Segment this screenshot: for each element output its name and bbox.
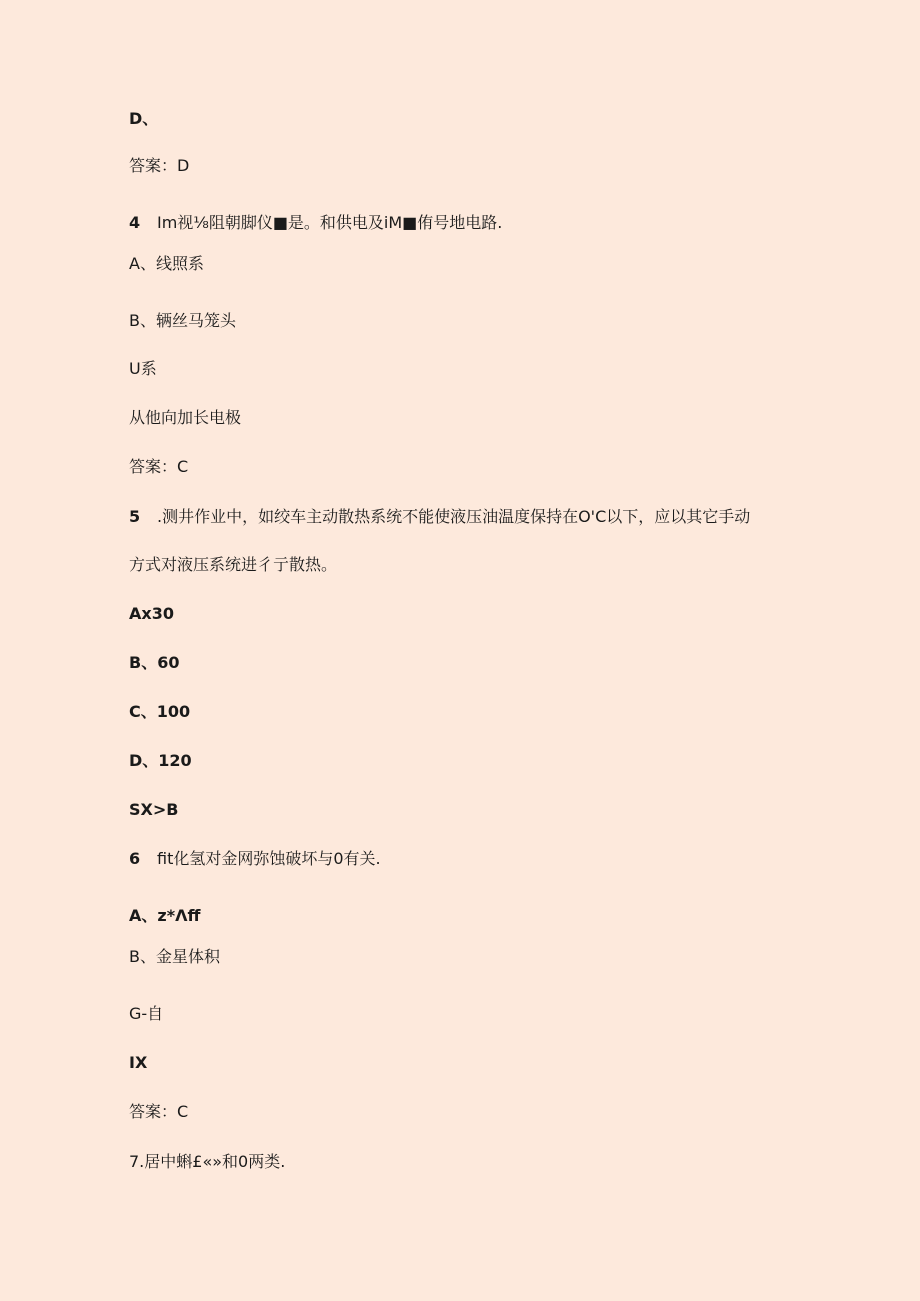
- question-7: [129, 1152, 285, 1172]
- option-c-text-4: G-自: [129, 1004, 164, 1023]
- option-a-line-4: [129, 906, 200, 926]
- question-text-7: 7.居中蝌£«»和0两类.: [129, 1152, 286, 1171]
- option-d-line-3: [129, 751, 192, 771]
- option-d-line: [129, 109, 158, 129]
- option-d-text-3: D、120: [129, 751, 192, 770]
- option-c-text: U系: [129, 359, 157, 378]
- option-b-text: B、辆丝马笼头: [129, 311, 236, 330]
- option-b-line: [129, 311, 236, 331]
- option-d-text-4: IX: [129, 1053, 148, 1072]
- question-6: [129, 849, 381, 869]
- answer-line-2: [129, 457, 188, 477]
- question-5-continuation-text: 方式对液压系统进彳亍散热。: [129, 555, 338, 574]
- question-5-continuation: [129, 555, 337, 575]
- option-d-line-2: [129, 408, 241, 428]
- option-a-line: [129, 254, 204, 274]
- option-c-text-3: C、100: [129, 702, 191, 721]
- question-number: 4: [129, 213, 141, 232]
- option-a-text-3: Ax30: [129, 604, 174, 623]
- option-a-text-4: A、z*Λff: [129, 906, 201, 925]
- answer-line-4: [129, 1102, 188, 1122]
- question-number-6: 6: [129, 849, 141, 868]
- option-a-text: A、线照系: [129, 254, 204, 273]
- answer-text-3: SX>B: [129, 800, 179, 819]
- option-c-line: [129, 359, 157, 379]
- answer-text: 答案：D: [129, 156, 190, 175]
- option-d-line-4: [129, 1053, 147, 1073]
- question-text-6: fit化氢对金网弥蚀破坏与0有关.: [157, 849, 381, 868]
- option-b-text-4: B、金星体积: [129, 947, 220, 966]
- question-4: [129, 213, 502, 233]
- option-c-line-4: [129, 1004, 163, 1024]
- option-b-line-3: [129, 653, 179, 673]
- answer-text-2: 答案：C: [129, 457, 189, 476]
- answer-line-3: [129, 800, 178, 820]
- option-b-text-3: B、60: [129, 653, 180, 672]
- option-d-text-2: 从他向加长电极: [129, 408, 242, 427]
- question-5: [129, 507, 750, 527]
- option-b-line-4: [129, 947, 220, 967]
- answer-line: [129, 156, 189, 176]
- question-text: Im视⅛阻朝脚仪■是。和供电及iM■侑号地电路.: [157, 213, 503, 232]
- answer-text-4: 答案：C: [129, 1102, 189, 1121]
- question-number-5: 5: [129, 507, 141, 526]
- question-text-5: .测井作业中，如绞车主动散热系统不能使液压油温度保持在O'C以下，应以其它手动: [157, 507, 751, 526]
- option-d-text: D、: [129, 109, 159, 128]
- option-a-line-3: [129, 604, 174, 624]
- option-c-line-3: [129, 702, 190, 722]
